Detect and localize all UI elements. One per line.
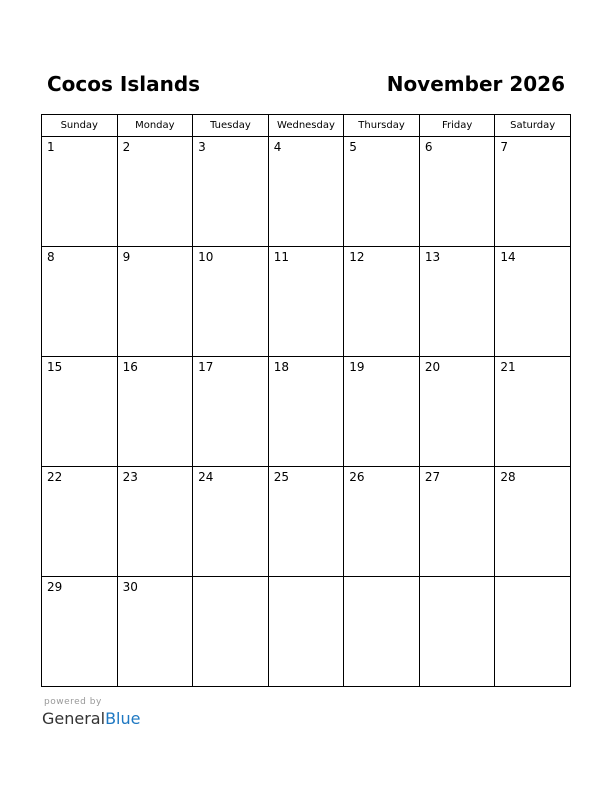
day-cell	[268, 357, 344, 467]
day-number: 28	[500, 470, 516, 484]
day-cell	[419, 137, 495, 247]
day-number: 15	[47, 360, 63, 374]
day-cell	[344, 577, 420, 687]
day-cell	[117, 247, 193, 357]
brand-part-general: General	[42, 709, 106, 728]
day-cell	[495, 577, 571, 687]
day-cell	[268, 137, 344, 247]
day-cell	[193, 137, 269, 247]
day-number	[495, 577, 570, 580]
day-number	[344, 577, 419, 580]
day-cell	[495, 137, 571, 247]
day-number: 16	[122, 360, 138, 374]
day-number: 17	[198, 360, 214, 374]
day-number: 21	[500, 360, 516, 374]
weekday-header-friday: Friday	[419, 115, 495, 137]
day-cell	[268, 247, 344, 357]
day-number: 7	[500, 140, 509, 154]
day-number	[193, 577, 268, 580]
day-cell	[268, 577, 344, 687]
weekday-header-saturday: Saturday	[495, 115, 571, 137]
day-cell	[117, 357, 193, 467]
day-cell	[42, 357, 118, 467]
day-cell	[344, 137, 420, 247]
day-number: 25	[273, 470, 289, 484]
weekday-header-row	[42, 115, 571, 137]
region-title: Cocos Islands	[47, 72, 201, 96]
day-number: 9	[122, 250, 131, 264]
day-cell	[117, 137, 193, 247]
day-number: 14	[500, 250, 516, 264]
day-number: 27	[424, 470, 441, 484]
weekday-header-wednesday: Wednesday	[268, 115, 344, 137]
day-number: 12	[349, 250, 365, 264]
day-number	[420, 577, 495, 580]
day-number: 1	[47, 140, 55, 154]
day-number: 11	[273, 250, 289, 264]
week-row-1	[42, 137, 571, 247]
day-number: 13	[424, 250, 441, 264]
day-cell	[419, 247, 495, 357]
day-number: 3	[198, 140, 206, 154]
day-number: 6	[424, 140, 433, 154]
day-number: 18	[273, 360, 289, 374]
calendar-grid	[41, 114, 571, 687]
footer-branding	[42, 697, 140, 729]
day-number: 20	[424, 360, 441, 374]
day-cell	[193, 467, 269, 577]
day-cell	[419, 467, 495, 577]
week-row-4	[42, 467, 571, 577]
week-row-2	[42, 247, 571, 357]
day-number: 2	[122, 140, 131, 154]
day-cell	[495, 467, 571, 577]
day-cell	[42, 137, 118, 247]
day-cell	[117, 577, 193, 687]
day-cell	[42, 577, 118, 687]
day-number	[269, 577, 344, 580]
day-cell	[419, 357, 495, 467]
day-number: 29	[47, 580, 63, 594]
week-row-5	[42, 577, 571, 687]
day-number: 10	[198, 250, 214, 264]
day-cell	[42, 467, 118, 577]
day-cell	[117, 467, 193, 577]
day-cell	[344, 247, 420, 357]
day-cell	[495, 357, 571, 467]
day-number: 22	[47, 470, 63, 484]
month-year-title: November 2026	[386, 72, 565, 96]
day-cell	[495, 247, 571, 357]
day-number: 26	[349, 470, 365, 484]
day-cell	[193, 247, 269, 357]
day-cell	[42, 247, 118, 357]
day-cell	[268, 467, 344, 577]
weekday-header-monday: Monday	[117, 115, 193, 137]
day-number: 8	[47, 250, 55, 264]
day-number: 24	[198, 470, 214, 484]
day-number: 23	[122, 470, 138, 484]
day-cell	[419, 577, 495, 687]
day-number: 4	[273, 140, 282, 154]
day-cell	[193, 357, 269, 467]
powered-by-label: powered by	[44, 697, 102, 707]
day-number: 5	[349, 140, 357, 154]
day-cell	[344, 357, 420, 467]
day-number: 30	[122, 580, 138, 594]
brand-part-blue: Blue	[105, 709, 141, 728]
generalblue-logo	[42, 709, 140, 729]
weekday-header-sunday: Sunday	[42, 115, 118, 137]
day-number: 19	[349, 360, 365, 374]
day-cell	[344, 467, 420, 577]
day-cell	[193, 577, 269, 687]
weekday-header-tuesday: Tuesday	[193, 115, 269, 137]
weekday-header-thursday: Thursday	[344, 115, 420, 137]
week-row-3	[42, 357, 571, 467]
